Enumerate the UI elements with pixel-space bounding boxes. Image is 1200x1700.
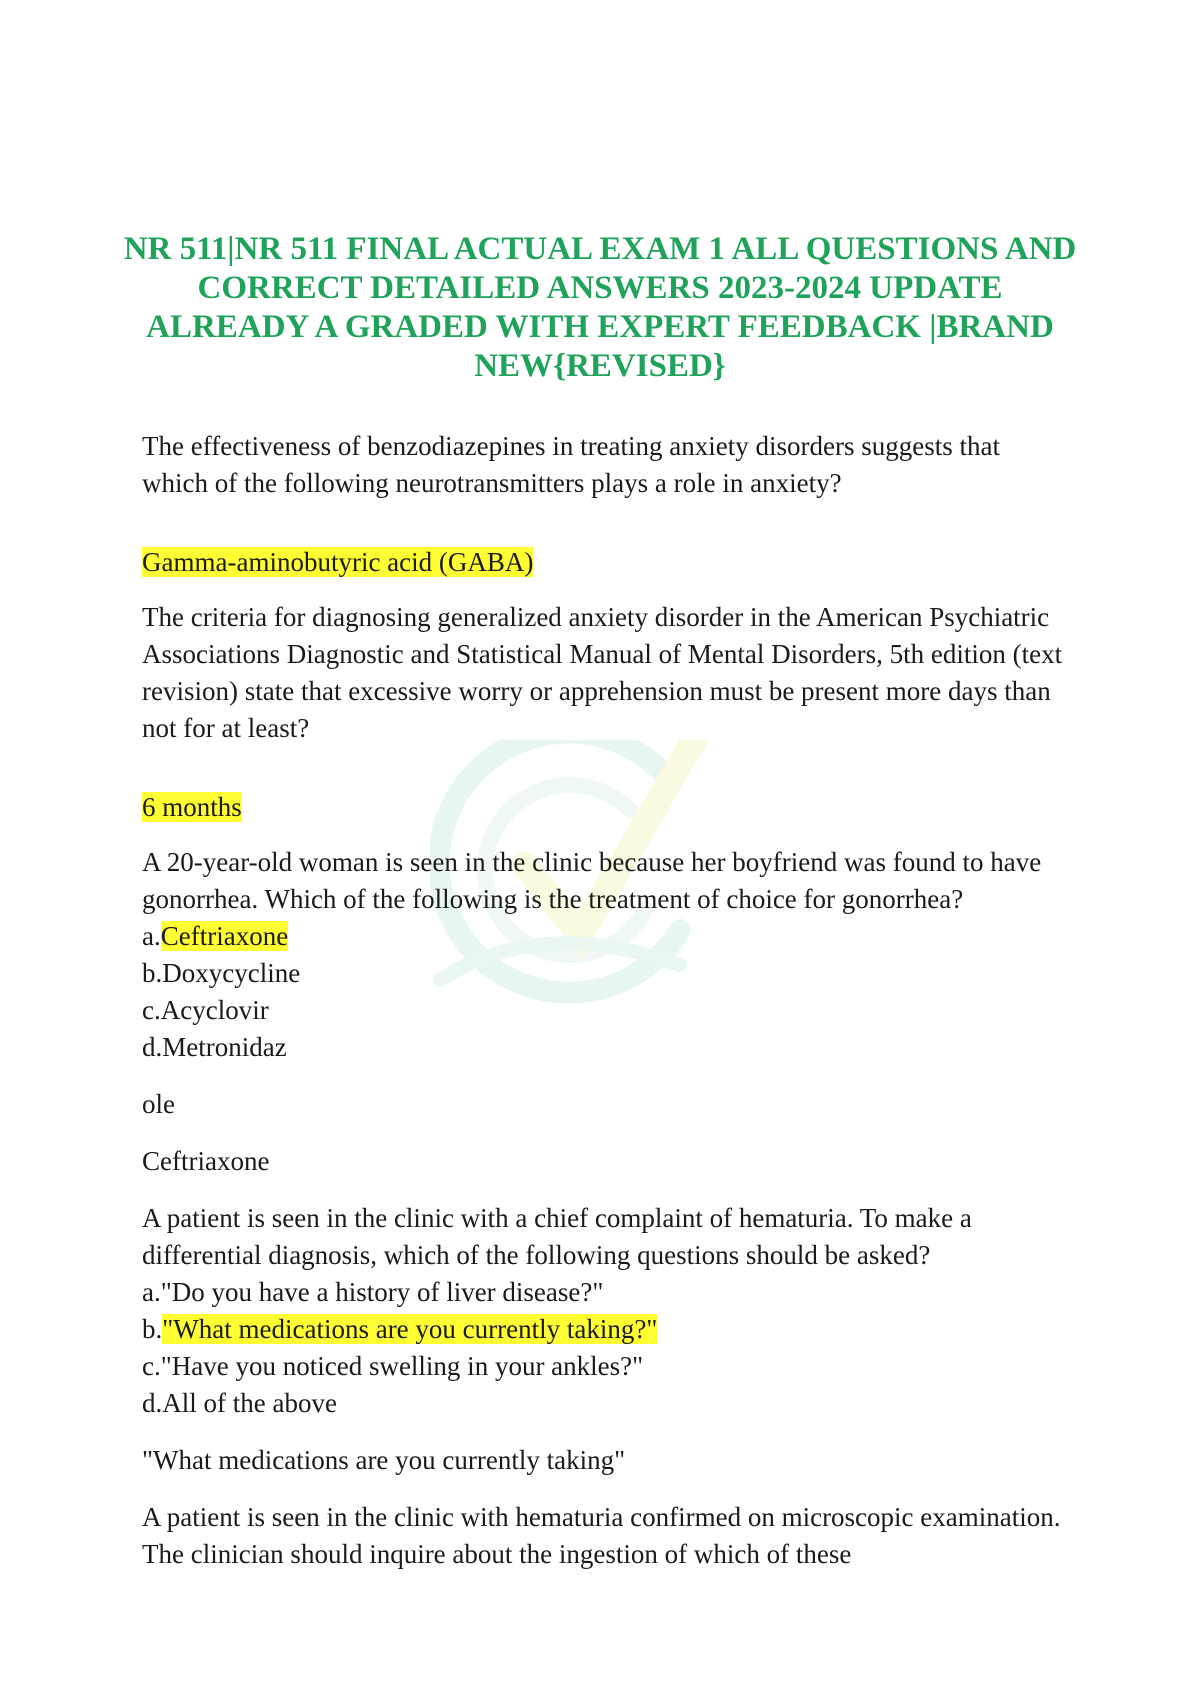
question-2: The criteria for diagnosing generalized anxiety disorder in the American Psychiatric Associations Diagnostic and Statistical Manual of Mental Disorders, 5th edition (text revision) state that excessive worry or apprehension must be present more days than not for at least? <box>142 602 1063 743</box>
answer-2-highlighted: 6 months <box>142 792 242 822</box>
document-title: NR 511|NR 511 FINAL ACTUAL EXAM 1 ALL QUESTIONS AND CORRECT DETAILED ANSWERS 2023-2024 UPDATE ALREADY A GRADED WITH EXPERT FEEDBACK |BRAND NEW{REVISED} <box>123 231 1077 384</box>
option-item: a."Do you have a history of liver disease?" <box>142 1277 604 1307</box>
question-4: A patient is seen in the clinic with a chief complaint of hematuria. To make a differential diagnosis, which of the following questions should be asked? <box>142 1203 972 1270</box>
question-1: The effectiveness of benzodiazepines in treating anxiety disorders suggests that which of the following neurotransmitters plays a role in anxiety? <box>142 431 1000 498</box>
answer-3: Ceftriaxone <box>142 1146 270 1176</box>
option-item: b.Doxycycline <box>142 958 301 988</box>
correct-option-highlighted: Ceftriaxone <box>160 921 289 951</box>
correct-option-highlighted: "What medications are you currently taking?" <box>162 1314 658 1344</box>
question-3: A 20-year-old woman is seen in the clinic because her boyfriend was found to have gonorrhea. Which of the following is the treatment of choice for gonorrhea? <box>142 847 1042 914</box>
option-item: c.Acyclovir <box>142 995 269 1025</box>
question-5: A patient is seen in the clinic with hematuria confirmed on microscopic examination. The clinician should inquire about the ingestion of which of these <box>142 1502 1061 1569</box>
option-fragment: ole <box>142 1089 175 1119</box>
option-item: d.All of the above <box>142 1388 337 1418</box>
option-item: b."What medications are you currently taking?" <box>142 1314 658 1344</box>
document-body <box>142 428 1072 1573</box>
option-item: c."Have you noticed swelling in your ankles?" <box>142 1351 644 1381</box>
option-item: a.Ceftriaxone <box>142 921 289 951</box>
answer-1-highlighted: Gamma-aminobutyric acid (GABA) <box>142 547 534 577</box>
option-item: d.Metronidaz <box>142 1032 287 1062</box>
answer-4: "What medications are you currently taking" <box>142 1445 626 1475</box>
